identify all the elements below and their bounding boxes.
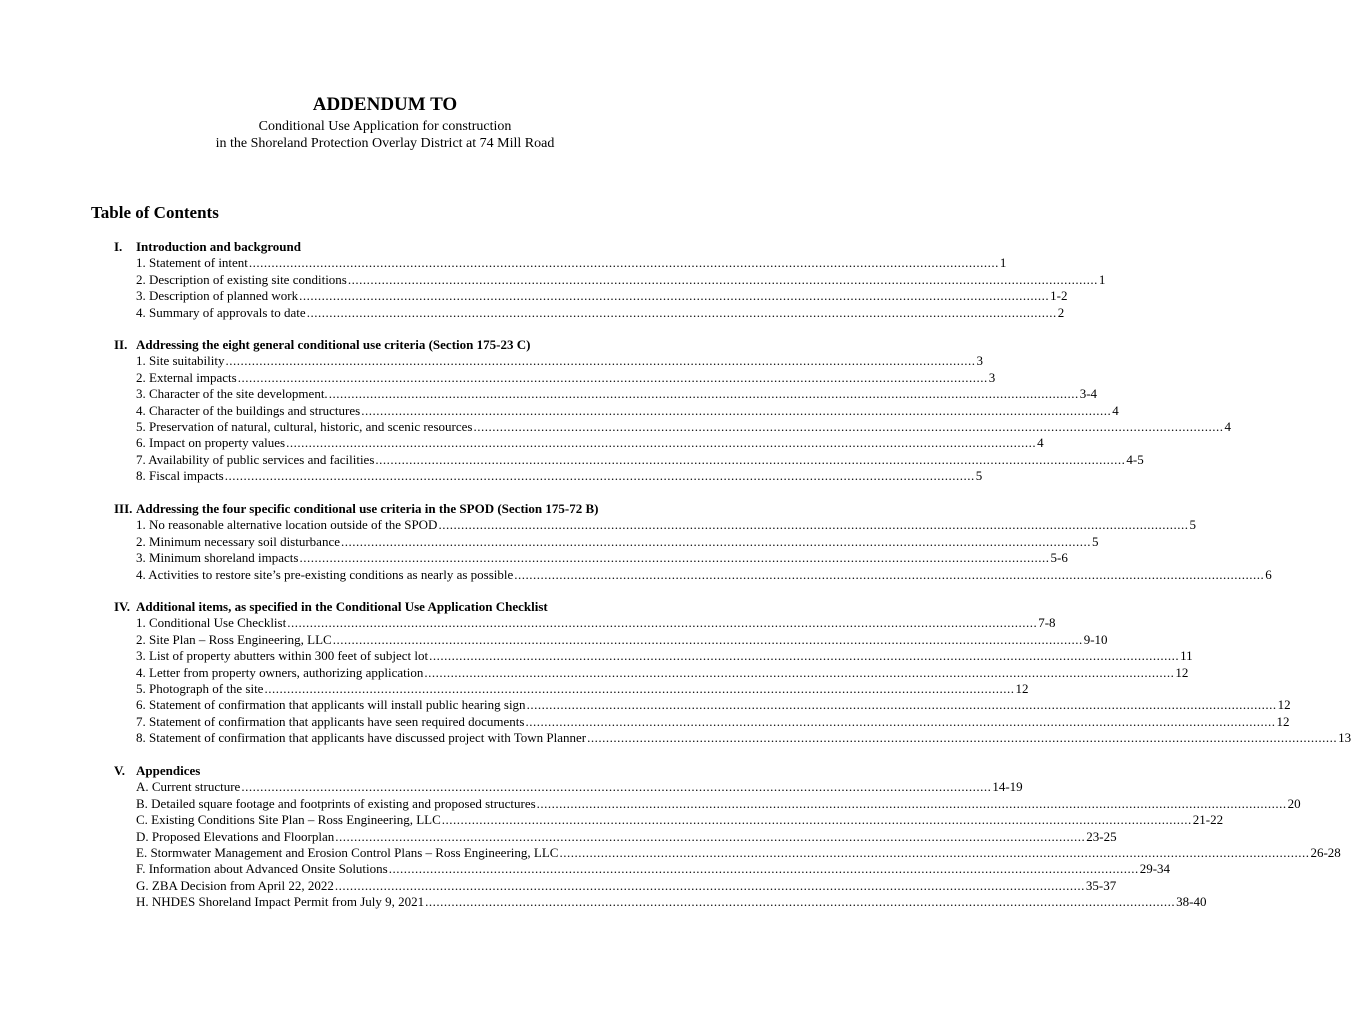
toc-entry-page: 4-5 [1126,451,1144,467]
toc-entry[interactable] [136,566,1272,583]
toc-entry-label: 6. Impact on property values [136,435,286,451]
toc-entry-label: 3. List of property abutters within 300 feet of subject lot [136,648,429,664]
toc-section-5 [114,763,1341,911]
toc-entry-label: B. Detailed square footage and footprints of existing and proposed structures [136,795,536,811]
dot-leader: ........................................................................................................................................................................................................ [286,435,1037,451]
toc-entry[interactable] [136,533,1099,550]
toc-entry-page: 13 [1338,730,1351,746]
dot-leader: ........................................................................................................................................................................................................ [264,680,1015,696]
toc-entry-page: 1-2 [1050,288,1068,304]
dot-leader: ........................................................................................................................................................................................................ [536,795,1287,811]
toc-entry-label: 7. Availability of public services and facilities [136,451,375,467]
dot-leader: ........................................................................................................................................................................................................ [525,713,1276,729]
toc-entry[interactable] [136,713,1290,730]
toc-entry[interactable] [136,730,1351,746]
toc-entry-label: 8. Statement of confirmation that applicants have discussed project with Town Planner [136,730,587,746]
toc-entry[interactable] [136,550,1068,566]
dot-leader: ........................................................................................................................................................................................................ [587,730,1338,746]
toc-entry-page: 11 [1180,648,1193,664]
toc-section-3 [114,501,1272,583]
toc-entry[interactable] [136,418,1231,435]
toc-entry[interactable] [136,795,1301,812]
dot-leader: ........................................................................................................................................................................................................ [473,418,1224,434]
section-number: IV. [114,599,131,614]
toc-entry-label: 2. External impacts [136,369,237,385]
toc-entry[interactable] [136,680,1029,697]
toc-entry-page: 23-25 [1086,828,1117,844]
toc-section-title [114,501,659,517]
toc-entry-page: 20 [1287,795,1301,811]
toc-entry-label: 1. Conditional Use Checklist [136,615,287,631]
toc-entry-label: 1. Site suitability [136,353,225,369]
toc-entry-label: 1. No reasonable alternative location outside of the SPOD [136,517,438,533]
toc-entry-label: 4. Character of the buildings and structures [136,402,361,418]
dot-leader: ........................................................................................................................................................................................................ [332,631,1083,647]
toc-entry-label: 4. Letter from property owners, authorizing application [136,664,424,680]
toc-entry-page: 9-10 [1083,631,1108,647]
toc-entry[interactable] [136,451,1144,468]
toc-entry[interactable] [136,468,983,484]
toc-entry-label: E. Stormwater Management and Erosion Control Plans – Ross Engineering, LLC [136,844,559,860]
toc-entry-label: A. Current structure [136,779,241,795]
dot-leader: ........................................................................................................................................................................................................ [441,812,1192,828]
toc-entry-label: 2. Description of existing site conditions [136,271,347,287]
dot-leader: ........................................................................................................................................................................................................ [559,844,1310,860]
toc-entry-page: 12 [1175,664,1189,680]
toc-section-4 [114,599,1351,747]
toc-entry-page: 7-8 [1038,615,1056,631]
dot-leader: ........................................................................................................................................................................................................ [425,894,1176,910]
toc-entry-label: 3. Minimum shoreland impacts [136,550,299,566]
toc-entry-label: F. Information about Advanced Onsite Solutions [136,861,388,877]
dot-leader: ........................................................................................................................................................................................................ [361,402,1112,418]
dot-leader: ........................................................................................................................................................................................................ [287,615,1038,631]
dot-leader: ........................................................................................................................................................................................................ [341,533,1091,549]
toc-entry[interactable] [136,369,996,386]
toc-entry-page: 3-4 [1079,386,1098,402]
dot-leader: ........................................................................................................................................................................................................ [424,664,1175,680]
dot-leader: ........................................................................................................................................................................................................ [438,517,1189,533]
dot-leader: ........................................................................................................................................................................................................ [375,451,1126,467]
toc-entry[interactable] [136,828,1117,845]
section-title-text: Additional items, as specified in the Conditional Use Application Checklist [136,599,548,614]
toc-entry-page: 1 [999,255,1007,271]
toc-entry-page: 21-22 [1192,812,1224,828]
toc-entry-page: 5 [1092,533,1099,549]
toc-entry-label: 4. Summary of approvals to date [136,304,306,320]
toc-entry-page: 4 [1112,402,1119,418]
toc-entry-page: 1 [1098,271,1106,287]
toc-entry-label: 3. Character of the site development. [136,386,328,402]
toc-section-title [114,763,659,779]
toc-entry[interactable] [136,353,983,369]
toc-entry-page: 5 [1189,517,1196,533]
toc-entry-label: H. NHDES Shoreland Impact Permit from July 9, 2021 [136,894,425,910]
dot-leader: ........................................................................................................................................................................................................ [335,828,1086,844]
toc-entry-page: 35-37 [1085,877,1117,893]
toc-entry[interactable] [136,288,1068,304]
dot-leader: ........................................................................................................................................................................................................ [526,697,1277,713]
dot-leader: ........................................................................................................................................................................................................ [225,353,976,369]
section-title-text: Addressing the four specific conditional use criteria in the SPOD (Section 175-72 B) [136,501,599,516]
section-number: II. [114,337,128,352]
toc-entry[interactable] [136,304,1065,321]
document-subtitle-line1: Conditional Use Application for construction [258,119,512,134]
toc-section-title [114,337,659,353]
toc-entry-page: 29-34 [1139,861,1171,877]
toc-entry[interactable] [136,812,1224,828]
toc-entry-page: 14-19 [992,779,1023,795]
document-subtitle-line2: in the Shoreland Protection Overlay District at 74 Mill Road [215,136,555,151]
toc-entry-page: 12 [1015,680,1029,696]
toc-entry-label: 6. Statement of confirmation that applicants will install public hearing sign [136,697,526,713]
toc-section-title [114,599,659,615]
toc-entry[interactable] [136,779,1023,795]
toc-entry-page: 12 [1277,697,1291,713]
section-number: III. [114,501,133,516]
toc-entry[interactable] [136,615,1056,631]
section-number: V. [114,763,125,778]
toc-entry[interactable] [136,648,1193,664]
toc-entry-label: 2. Site Plan – Ross Engineering, LLC [136,631,332,647]
dot-leader: ........................................................................................................................................................................................................ [299,550,1050,566]
dot-leader: ........................................................................................................................................................................................................ [306,304,1057,320]
toc-entry-page: 3 [976,353,983,369]
dot-leader: ........................................................................................................................................................................................................ [388,861,1139,877]
dot-leader: ........................................................................................................................................................................................................ [237,369,988,385]
toc-entry-label: 5. Photograph of the site [136,680,264,696]
toc-entry[interactable] [136,894,1207,910]
toc-entry[interactable] [136,697,1291,713]
toc-entry-label: 4. Activities to restore site’s pre-existing conditions as nearly as possible [136,566,514,582]
dot-leader: ........................................................................................................................................................................................................ [347,271,1098,287]
document-title: ADDENDUM TO [312,94,458,115]
section-title-text: Appendices [136,763,201,778]
toc-entry-page: 4 [1037,435,1044,451]
toc-entry-label: 5. Preservation of natural, cultural, historic, and scenic resources [136,418,473,434]
toc-entry-label: G. ZBA Decision from April 22, 2022 [136,877,334,893]
section-title-text: Introduction and background [136,239,301,254]
toc-entry[interactable] [136,517,1196,533]
toc-heading: Table of Contents [91,203,219,222]
toc-entry-label: 8. Fiscal impacts [136,468,224,484]
toc-entry-label: 1. Statement of intent [136,255,248,271]
toc-entry-page: 4 [1224,418,1231,434]
toc-entry[interactable] [136,402,1119,419]
toc-entry[interactable] [136,631,1108,648]
toc-entry-label: C. Existing Conditions Site Plan – Ross Engineering, LLC [136,812,441,828]
toc-entry-page: 5 [975,468,983,484]
toc-section-2 [114,337,1231,485]
dot-leader: ........................................................................................................................................................................................................ [328,386,1079,402]
toc-section-title [114,239,659,255]
toc-entry-page: 12 [1276,713,1290,729]
toc-entry-page: 5-6 [1050,550,1068,566]
toc-entry[interactable] [136,877,1117,894]
dot-leader: ........................................................................................................................................................................................................ [224,468,975,484]
dot-leader: ........................................................................................................................................................................................................ [429,648,1180,664]
section-number: I. [114,239,123,254]
toc-entry-label: 3. Description of planned work [136,288,299,304]
toc-entry-page: 6 [1265,566,1272,582]
toc-entry[interactable] [136,861,1171,877]
toc-entry[interactable] [136,386,1098,402]
dot-leader: ........................................................................................................................................................................................................ [241,779,992,795]
toc-entry-label: D. Proposed Elevations and Floorplan [136,828,335,844]
toc-entry-page: 3 [988,369,996,385]
toc-entry-page: 38-40 [1176,894,1207,910]
toc-entry[interactable] [136,255,1007,271]
dot-leader: ........................................................................................................................................................................................................ [248,255,999,271]
dot-leader: ........................................................................................................................................................................................................ [299,288,1050,304]
toc-entry[interactable] [136,664,1189,681]
toc-entry[interactable] [136,844,1341,861]
dot-leader: ........................................................................................................................................................................................................ [334,877,1085,893]
toc-entry[interactable] [136,435,1044,451]
section-title-text: Addressing the eight general conditional use criteria (Section 175-23 C) [136,337,531,352]
toc-entry[interactable] [136,271,1106,288]
toc-entry-page: 2 [1057,304,1065,320]
toc-entry-label: 7. Statement of confirmation that applicants have seen required documents [136,713,525,729]
toc-entry-page: 26-28 [1310,844,1341,860]
toc-section-1 [114,239,1106,321]
toc-entry-label: 2. Minimum necessary soil disturbance [136,533,340,549]
dot-leader: ........................................................................................................................................................................................................ [514,566,1265,582]
